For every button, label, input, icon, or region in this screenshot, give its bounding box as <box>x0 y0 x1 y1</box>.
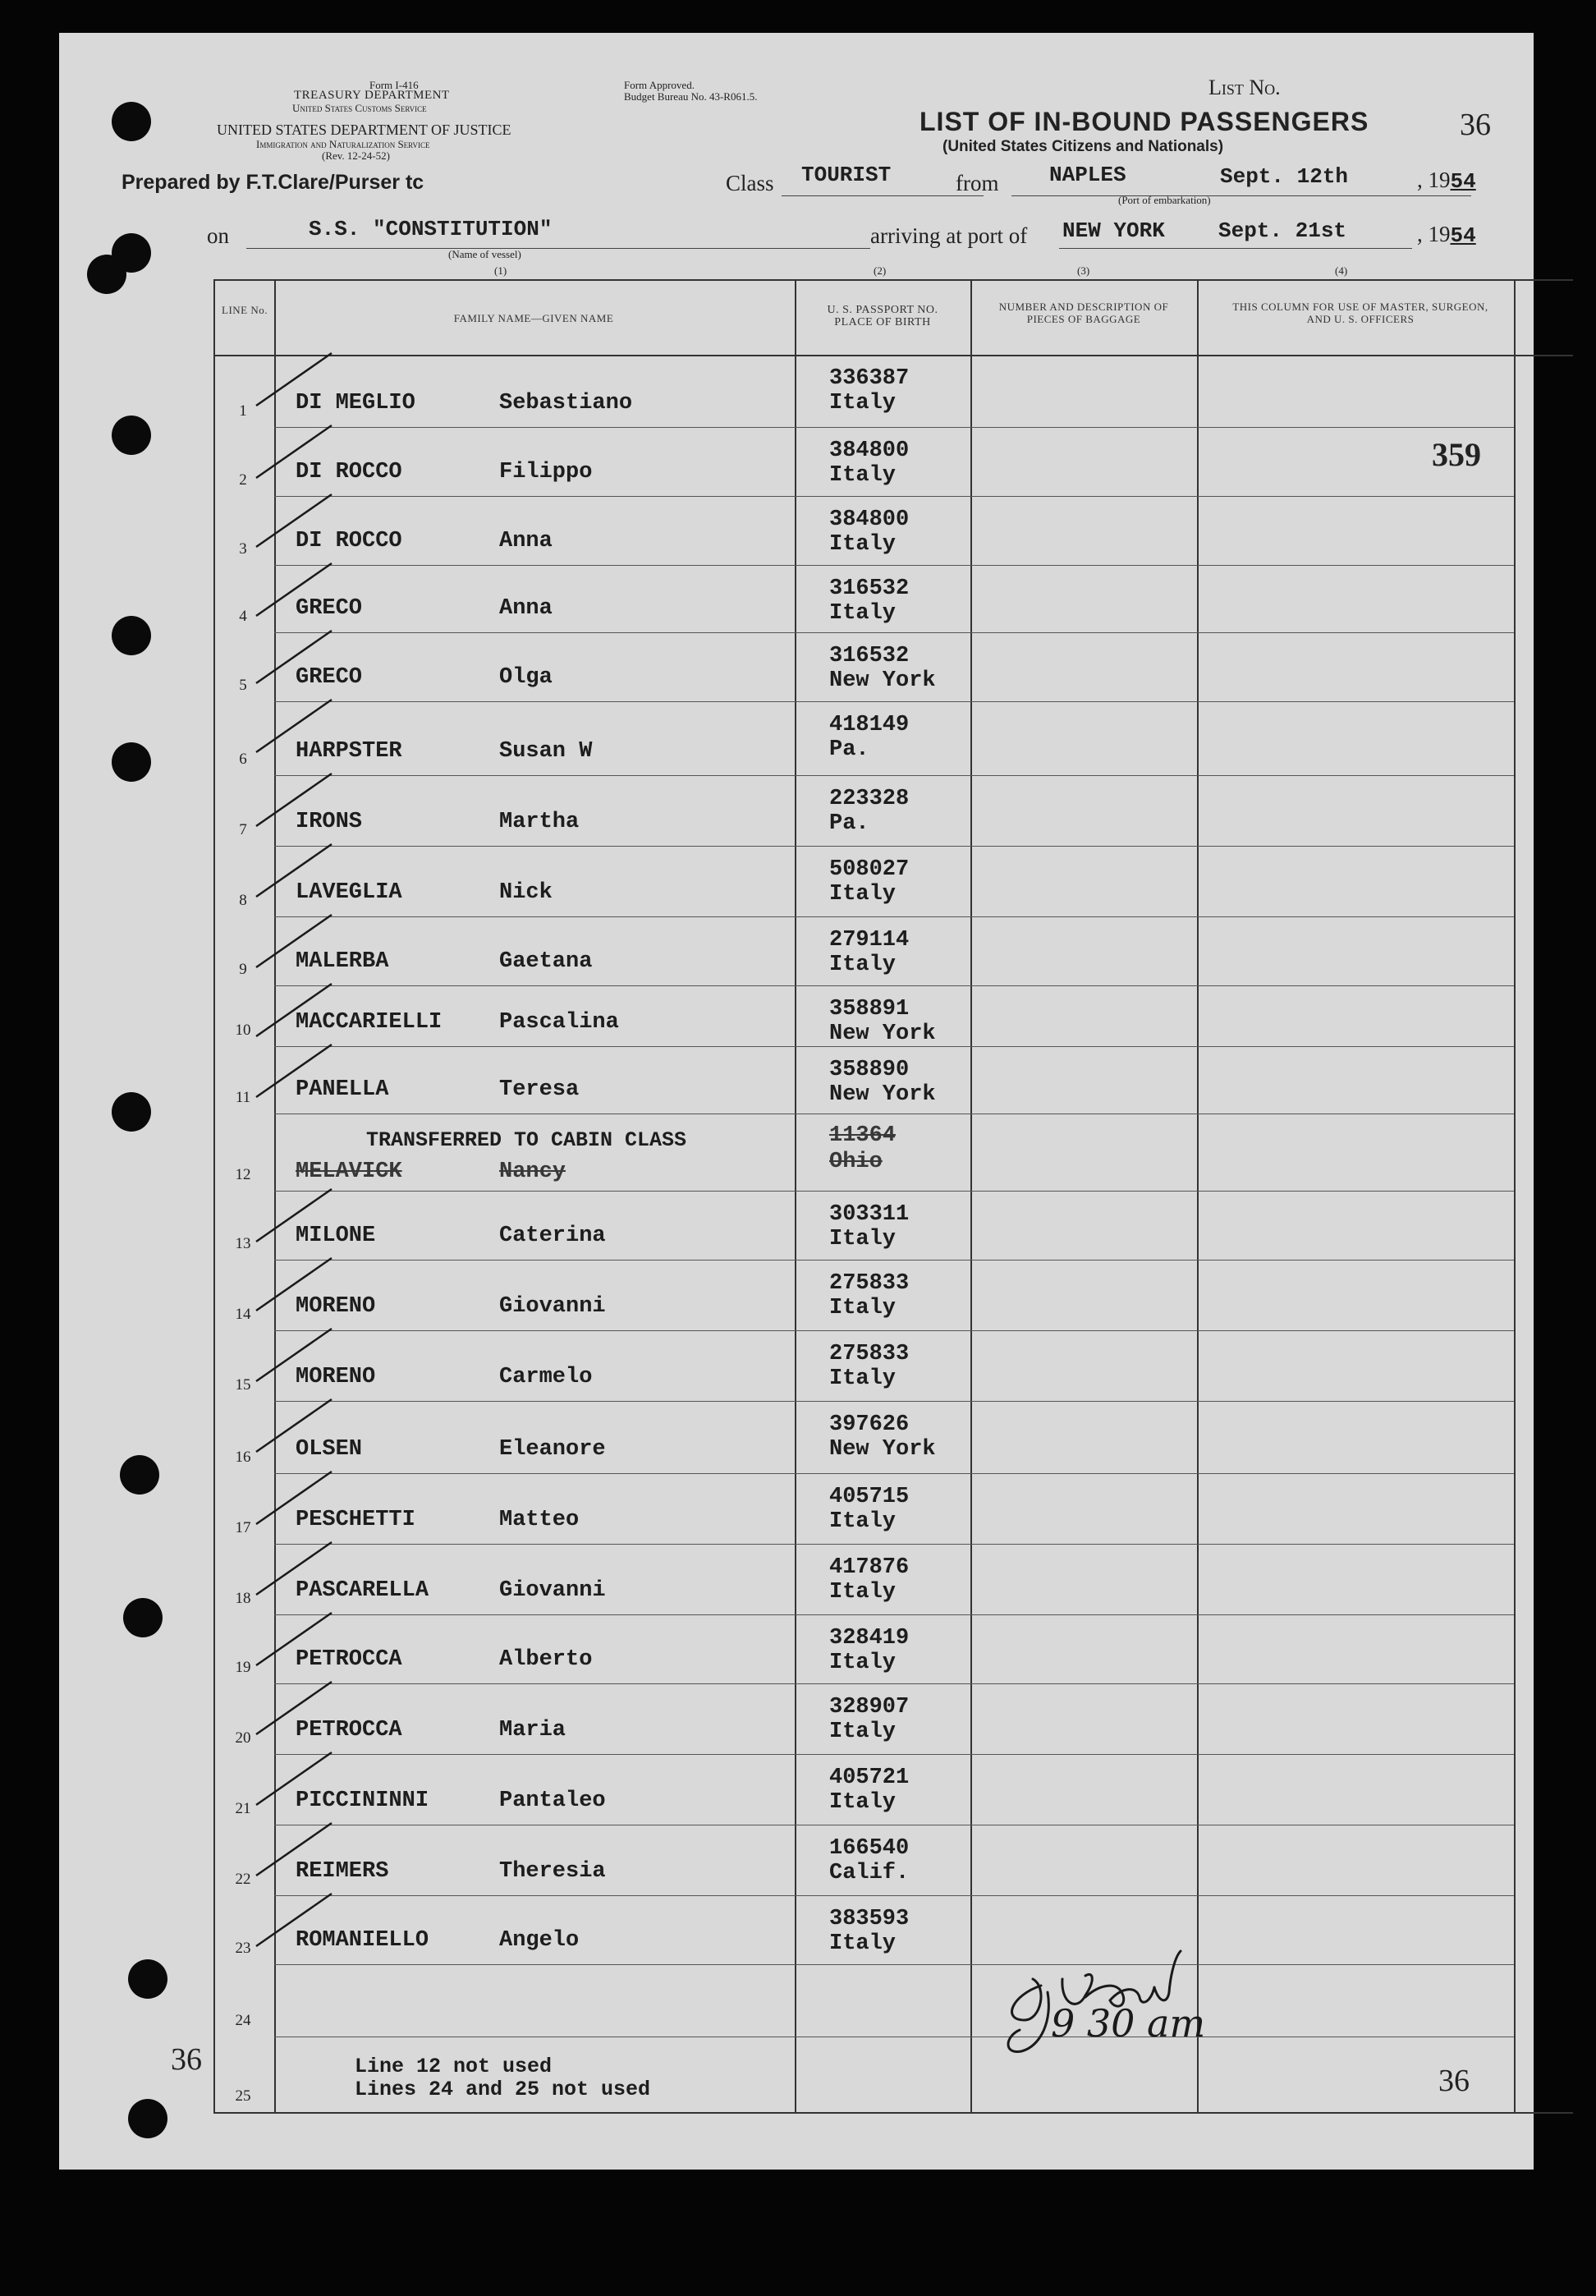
given-name: Theresia <box>499 1859 606 1884</box>
line-number: 18 <box>235 1590 251 1607</box>
family-name: MALERBA <box>296 949 389 974</box>
given-name: Maria <box>499 1718 566 1743</box>
given-name: Teresa <box>499 1077 580 1102</box>
line-number: 1 <box>239 402 247 420</box>
passport-number: 166540 <box>829 1836 910 1861</box>
place-of-birth: New York <box>829 668 936 693</box>
passport-number: 384800 <box>829 507 910 532</box>
line-number: 16 <box>235 1449 251 1466</box>
note-lines-24-25: Lines 24 and 25 not used <box>355 2078 651 2101</box>
row-divider <box>274 1330 1514 1331</box>
header-passport: U. S. PASSPORT NO. PLACE OF BIRTH <box>827 304 938 328</box>
line-number: 13 <box>235 1235 251 1252</box>
check-mark <box>250 1040 348 1105</box>
punch-hole <box>112 416 151 455</box>
passport-number: 336387 <box>829 366 910 391</box>
class-value: TOURIST <box>801 163 892 187</box>
place-of-birth: New York <box>829 1082 936 1107</box>
family-name: GRECO <box>296 596 363 621</box>
line-number: 11 <box>235 1089 251 1106</box>
passport-number: 417876 <box>829 1555 910 1580</box>
check-mark <box>250 558 348 624</box>
punch-hole <box>120 1455 159 1495</box>
line-number: 10 <box>235 1022 251 1039</box>
from-value: NAPLES <box>1049 163 1126 187</box>
family-name: PANELLA <box>296 1077 389 1102</box>
line-number: 15 <box>235 1376 251 1394</box>
family-name: PETROCCA <box>296 1647 402 1672</box>
check-mark <box>250 1747 348 1813</box>
on-label: on <box>207 223 229 248</box>
passport-number: 303311 <box>829 1202 910 1227</box>
row-divider <box>274 1191 1514 1192</box>
passport-number: 279114 <box>829 928 910 953</box>
check-mark <box>250 489 348 555</box>
punch-hole <box>128 1959 167 1999</box>
arrival-year: , 1954 <box>1417 222 1476 248</box>
place-of-birth: Italy <box>829 1790 897 1815</box>
line-number: 21 <box>235 1800 251 1817</box>
port-embark-label: (Port of embarkation) <box>1118 194 1211 206</box>
col-index-2: (2) <box>874 264 887 277</box>
check-mark <box>250 910 348 976</box>
row-divider <box>274 496 1514 497</box>
family-name: GRECO <box>296 665 363 690</box>
row-divider <box>274 1964 1514 1965</box>
sail-date: Sept. 12th <box>1220 164 1349 189</box>
form-subtitle: (United States Citizens and Nationals) <box>942 138 1224 155</box>
passport-number: 383593 <box>829 1907 910 1931</box>
family-name: DI ROCCO <box>296 529 402 553</box>
given-name: Nick <box>499 880 553 905</box>
passport-number: 328419 <box>829 1626 910 1651</box>
place-of-birth: Italy <box>829 1580 897 1605</box>
passport-number: 358890 <box>829 1058 910 1082</box>
line-number: 9 <box>239 961 247 978</box>
form-title: LIST OF IN-BOUND PASSENGERS <box>920 107 1369 136</box>
check-mark <box>250 839 348 905</box>
signature-mark <box>1008 1979 1048 2051</box>
check-mark <box>250 1184 348 1250</box>
row-divider <box>274 985 1514 986</box>
class-label: Class <box>726 171 774 195</box>
line-number: 12 <box>235 1166 251 1183</box>
family-name: MACCARIELLI <box>296 1010 443 1035</box>
row-divider <box>274 427 1514 428</box>
given-name: Susan W <box>499 739 593 764</box>
header-officers: THIS COLUMN FOR USE OF MASTER, SURGEON, AND U. S. OFFICERS <box>1232 301 1488 325</box>
passport-number: 384800 <box>829 439 910 463</box>
check-mark <box>250 695 348 760</box>
row-divider <box>274 1683 1514 1684</box>
line-number: 24 <box>235 2012 251 2029</box>
given-name: Martha <box>499 810 580 834</box>
row-divider <box>274 916 1514 917</box>
line-number: 2 <box>239 471 247 489</box>
family-name: MORENO <box>296 1294 376 1319</box>
passport-number: 316532 <box>829 576 910 601</box>
place-of-birth: Calif. <box>829 1861 910 1885</box>
row-divider <box>274 1544 1514 1545</box>
family-name: IRONS <box>296 810 363 834</box>
punch-hole <box>112 102 151 141</box>
passport-number: 405715 <box>829 1485 910 1509</box>
check-mark <box>250 1467 348 1532</box>
place-of-birth: Italy <box>829 1509 897 1534</box>
row-divider <box>274 1401 1514 1402</box>
row-divider <box>274 1046 1514 1047</box>
row-divider <box>274 565 1514 566</box>
line-number: 20 <box>235 1729 251 1747</box>
given-name: Olga <box>499 665 553 690</box>
line-number: 25 <box>235 2087 251 2105</box>
vessel-name: S.S. "CONSTITUTION" <box>309 217 553 241</box>
given-name: Sebastiano <box>499 391 633 416</box>
check-mark <box>250 420 348 486</box>
family-name: PICCININNI <box>296 1789 429 1813</box>
family-name: PESCHETTI <box>296 1508 415 1532</box>
passport-number: 358891 <box>829 997 910 1022</box>
list-number: 36 <box>1460 108 1491 142</box>
prepared-by: Prepared by F.T.Clare/Purser tc <box>122 171 424 194</box>
family-name: PETROCCA <box>296 1718 402 1743</box>
punch-hole <box>123 1598 163 1637</box>
passport-number: 405721 <box>829 1766 910 1790</box>
family-name: MORENO <box>296 1365 376 1389</box>
given-name: Giovanni <box>499 1294 606 1319</box>
check-mark <box>250 979 348 1045</box>
check-mark <box>250 1818 348 1884</box>
budget-bureau: Budget Bureau No. 43-R061.5. <box>624 90 758 103</box>
family-name: PASCARELLA <box>296 1578 429 1603</box>
form-number: Form I-416 <box>369 79 419 91</box>
page-number-right: 36 <box>1438 2064 1470 2098</box>
given-name: Matteo <box>499 1508 580 1532</box>
place-of-birth: Italy <box>829 391 897 416</box>
family-name: LAVEGLIA <box>296 880 402 905</box>
row-divider <box>274 701 1514 702</box>
struck-family-name: MELAVICK <box>296 1159 402 1184</box>
passport-number: 275833 <box>829 1342 910 1366</box>
given-name: Angelo <box>499 1928 580 1953</box>
given-name: Carmelo <box>499 1365 593 1389</box>
passport-number: 275833 <box>829 1271 910 1296</box>
punch-hole <box>87 255 126 294</box>
line-number: 19 <box>235 1659 251 1676</box>
justice-dept: UNITED STATES DEPARTMENT OF JUSTICE <box>217 122 511 138</box>
place-of-birth: Italy <box>829 1651 897 1675</box>
check-mark <box>250 1537 348 1603</box>
given-name: Pascalina <box>499 1010 619 1035</box>
family-name: HARPSTER <box>296 739 402 764</box>
line-number: 8 <box>239 892 247 909</box>
passport-number: 316532 <box>829 644 910 668</box>
check-mark <box>250 769 348 834</box>
passport-number: 418149 <box>829 713 910 737</box>
row-divider <box>274 846 1514 847</box>
line-number: 6 <box>239 751 247 768</box>
col-index-4: (4) <box>1335 264 1348 277</box>
place-of-birth: Italy <box>829 1720 897 1744</box>
arrival-date: Sept. 21st <box>1218 218 1347 243</box>
family-name: OLSEN <box>296 1437 363 1462</box>
place-of-birth: Italy <box>829 882 897 907</box>
ins-service: Immigration and Naturalization Service <box>256 138 430 150</box>
family-name: DI MEGLIO <box>296 391 415 416</box>
family-name: REIMERS <box>296 1859 389 1884</box>
line-number: 4 <box>239 608 247 625</box>
line-number: 14 <box>235 1306 251 1323</box>
row-divider <box>274 1614 1514 1615</box>
family-name: DI ROCCO <box>296 460 402 484</box>
line-number: 7 <box>239 821 247 838</box>
row-divider <box>274 775 1514 776</box>
place-of-birth: Italy <box>829 1366 897 1391</box>
arriving-label: arriving at port of <box>870 223 1028 248</box>
treasury-dept: TREASURY DEPARTMENT <box>294 89 450 102</box>
place-of-birth: Italy <box>829 463 897 488</box>
check-mark <box>250 626 348 691</box>
check-mark <box>250 1677 348 1743</box>
page-number-left: 36 <box>171 2042 202 2077</box>
place-of-birth: Pa. <box>829 811 869 836</box>
check-mark <box>250 348 348 414</box>
form-approved: Form Approved. <box>624 79 695 91</box>
form-revision: (Rev. 12-24-52) <box>322 149 390 162</box>
place-of-birth: Italy <box>829 1296 897 1320</box>
struck-passport: 11364 <box>829 1123 897 1148</box>
given-name: Alberto <box>499 1647 593 1672</box>
family-name: ROMANIELLO <box>296 1928 429 1953</box>
given-name: Anna <box>499 596 553 621</box>
given-name: Pantaleo <box>499 1789 606 1813</box>
sail-year: , 1954 <box>1417 168 1476 194</box>
given-name: Anna <box>499 529 553 553</box>
line-number: 22 <box>235 1871 251 1888</box>
list-no-label: List No. <box>1208 76 1281 99</box>
from-label: from <box>956 171 999 195</box>
signature-time: 9 30 am <box>1051 2001 1206 2046</box>
line-number: 17 <box>235 1519 251 1536</box>
note-line-12: Line 12 not used <box>355 2055 553 2078</box>
passport-number: 223328 <box>829 787 910 811</box>
given-name: Giovanni <box>499 1578 606 1603</box>
place-of-birth: Italy <box>829 953 897 977</box>
check-mark <box>250 1394 348 1460</box>
line-number: 23 <box>235 1940 251 1957</box>
passenger-count: 359 <box>1432 436 1481 473</box>
punch-hole <box>112 616 151 655</box>
place-of-birth: Italy <box>829 601 897 626</box>
header-name: FAMILY NAME—GIVEN NAME <box>453 312 614 324</box>
punch-hole <box>112 742 151 782</box>
passport-number: 328907 <box>829 1695 910 1720</box>
given-name: Filippo <box>499 460 593 484</box>
arrival-port: NEW YORK <box>1062 218 1165 243</box>
check-mark <box>250 1608 348 1674</box>
row-divider <box>274 1473 1514 1474</box>
manifest-page <box>59 33 1534 2170</box>
check-mark <box>250 1889 348 1954</box>
check-mark <box>250 1324 348 1389</box>
row-divider <box>274 632 1514 633</box>
line-number: 5 <box>239 677 247 694</box>
place-of-birth: Pa. <box>829 737 869 762</box>
punch-hole <box>112 1092 151 1132</box>
row-divider <box>274 1754 1514 1755</box>
transferred-note: TRANSFERRED TO CABIN CLASS <box>366 1128 687 1152</box>
passport-number: 397626 <box>829 1412 910 1437</box>
place-of-birth: Italy <box>829 1227 897 1251</box>
place-of-birth: New York <box>829 1022 936 1046</box>
col-index-1: (1) <box>494 264 507 277</box>
table-top-border <box>213 279 1573 281</box>
customs-service: United States Customs Service <box>292 102 427 114</box>
vessel-label: (Name of vessel) <box>448 248 521 260</box>
place-of-birth: New York <box>829 1437 936 1462</box>
place-of-birth: Italy <box>829 532 897 557</box>
struck-given-name: Nancy <box>499 1159 566 1184</box>
punch-hole <box>128 2099 167 2138</box>
row-divider <box>274 1895 1514 1896</box>
struck-birth: Ohio <box>829 1150 883 1174</box>
family-name: MILONE <box>296 1224 376 1248</box>
check-mark <box>250 1253 348 1319</box>
place-of-birth: Italy <box>829 1931 897 1956</box>
line-number: 3 <box>239 540 247 558</box>
header-line-no: LINE No. <box>222 304 268 316</box>
given-name: Gaetana <box>499 949 593 974</box>
given-name: Caterina <box>499 1224 606 1248</box>
header-baggage: NUMBER AND DESCRIPTION OF PIECES OF BAGGAGE <box>998 301 1169 325</box>
passport-number: 508027 <box>829 857 910 882</box>
row-divider <box>274 1260 1514 1261</box>
col-index-3: (3) <box>1077 264 1090 277</box>
given-name: Eleanore <box>499 1437 606 1462</box>
